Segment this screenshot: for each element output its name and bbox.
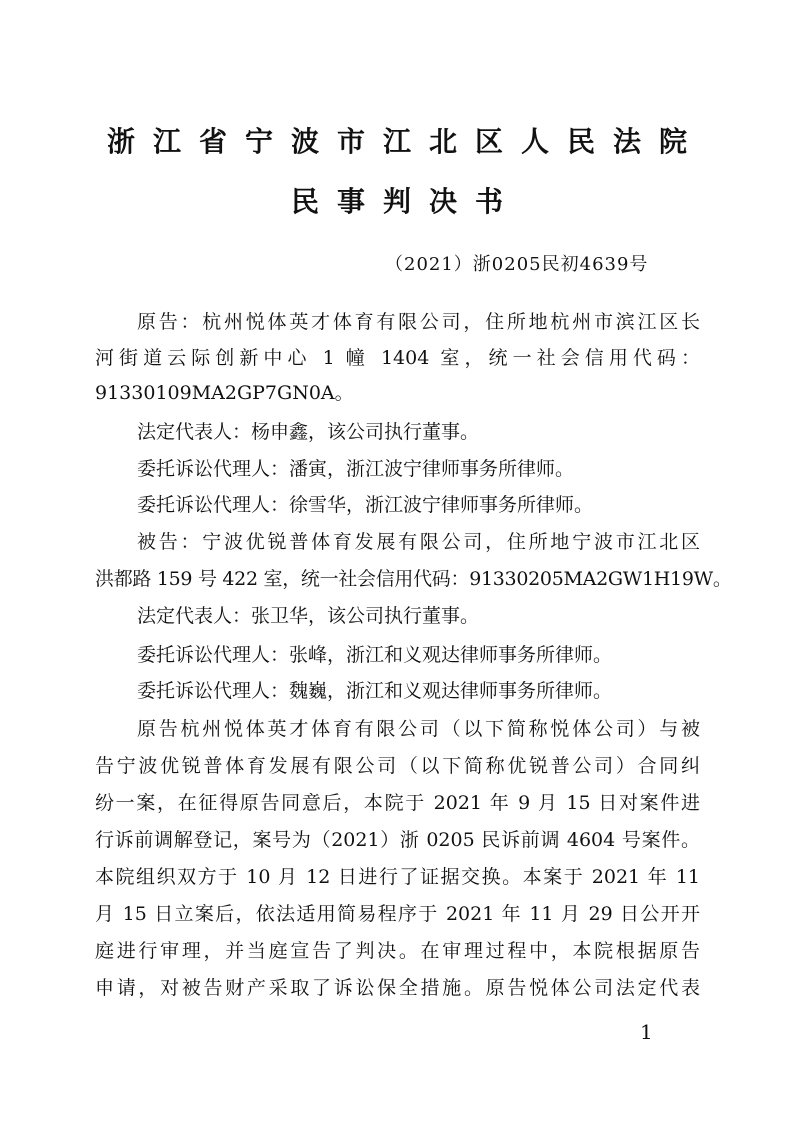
page-number: 1 bbox=[640, 1020, 653, 1044]
body-line: 委托诉讼代理人：潘寅，浙江波宁律师事务所律师。 bbox=[137, 458, 575, 480]
document-type-heading: 民事判决书 bbox=[290, 185, 521, 218]
body-line: 洪都路 159 号 422 室，统一社会信用代码：91330205MA2GW1H19W。 bbox=[95, 568, 732, 590]
body-line: 法定代表人：杨申鑫，该公司执行董事。 bbox=[137, 421, 480, 443]
body-line: 纷一案，在征得原告同意后，本院于 2021 年 9 月 15 日对案件进 bbox=[95, 792, 700, 814]
body-line: 委托诉讼代理人：徐雪华，浙江波宁律师事务所律师。 bbox=[137, 494, 594, 516]
body-line: 法定代表人：张卫华，该公司执行董事。 bbox=[137, 605, 480, 627]
body-line: 行诉前调解登记，案号为（2021）浙 0205 民诉前调 4604 号案件。 bbox=[95, 829, 700, 851]
body-line: 庭进行审理，并当庭宣告了判决。在审理过程中，本院根据原告 bbox=[95, 940, 700, 962]
body-line: 91330109MA2GP7GN0A。 bbox=[95, 382, 354, 404]
body-line: 被告：宁波优锐普体育发展有限公司，住所地宁波市江北区 bbox=[137, 531, 700, 553]
court-name-heading: 浙江省宁波市江北区人民法院 bbox=[106, 125, 705, 158]
body-line: 申请，对被告财产采取了诉讼保全措施。原告悦体公司法定代表 bbox=[95, 977, 700, 999]
body-line: 月 15 日立案后，依法适用简易程序于 2021 年 11 月 29 日公开开 bbox=[95, 903, 700, 925]
body-line: 原告杭州悦体英才体育有限公司（以下简称悦体公司）与被 bbox=[137, 718, 700, 740]
body-line: 委托诉讼代理人：魏巍，浙江和义观达律师事务所律师。 bbox=[137, 680, 613, 702]
body-line: 本院组织双方于 10 月 12 日进行了证据交换。本案于 2021 年 11 bbox=[95, 866, 700, 888]
body-line: 原告：杭州悦体英才体育有限公司，住所地杭州市滨江区长 bbox=[137, 311, 700, 333]
body-line: 委托诉讼代理人：张峰，浙江和义观达律师事务所律师。 bbox=[137, 644, 613, 666]
body-line: 河街道云际创新中心 1 幢 1404 室，统一社会信用代码： bbox=[95, 347, 700, 369]
case-number: （2021）浙0205民初4639号 bbox=[385, 254, 649, 275]
body-line: 告宁波优锐普体育发展有限公司（以下简称优锐普公司）合同纠 bbox=[95, 755, 700, 777]
